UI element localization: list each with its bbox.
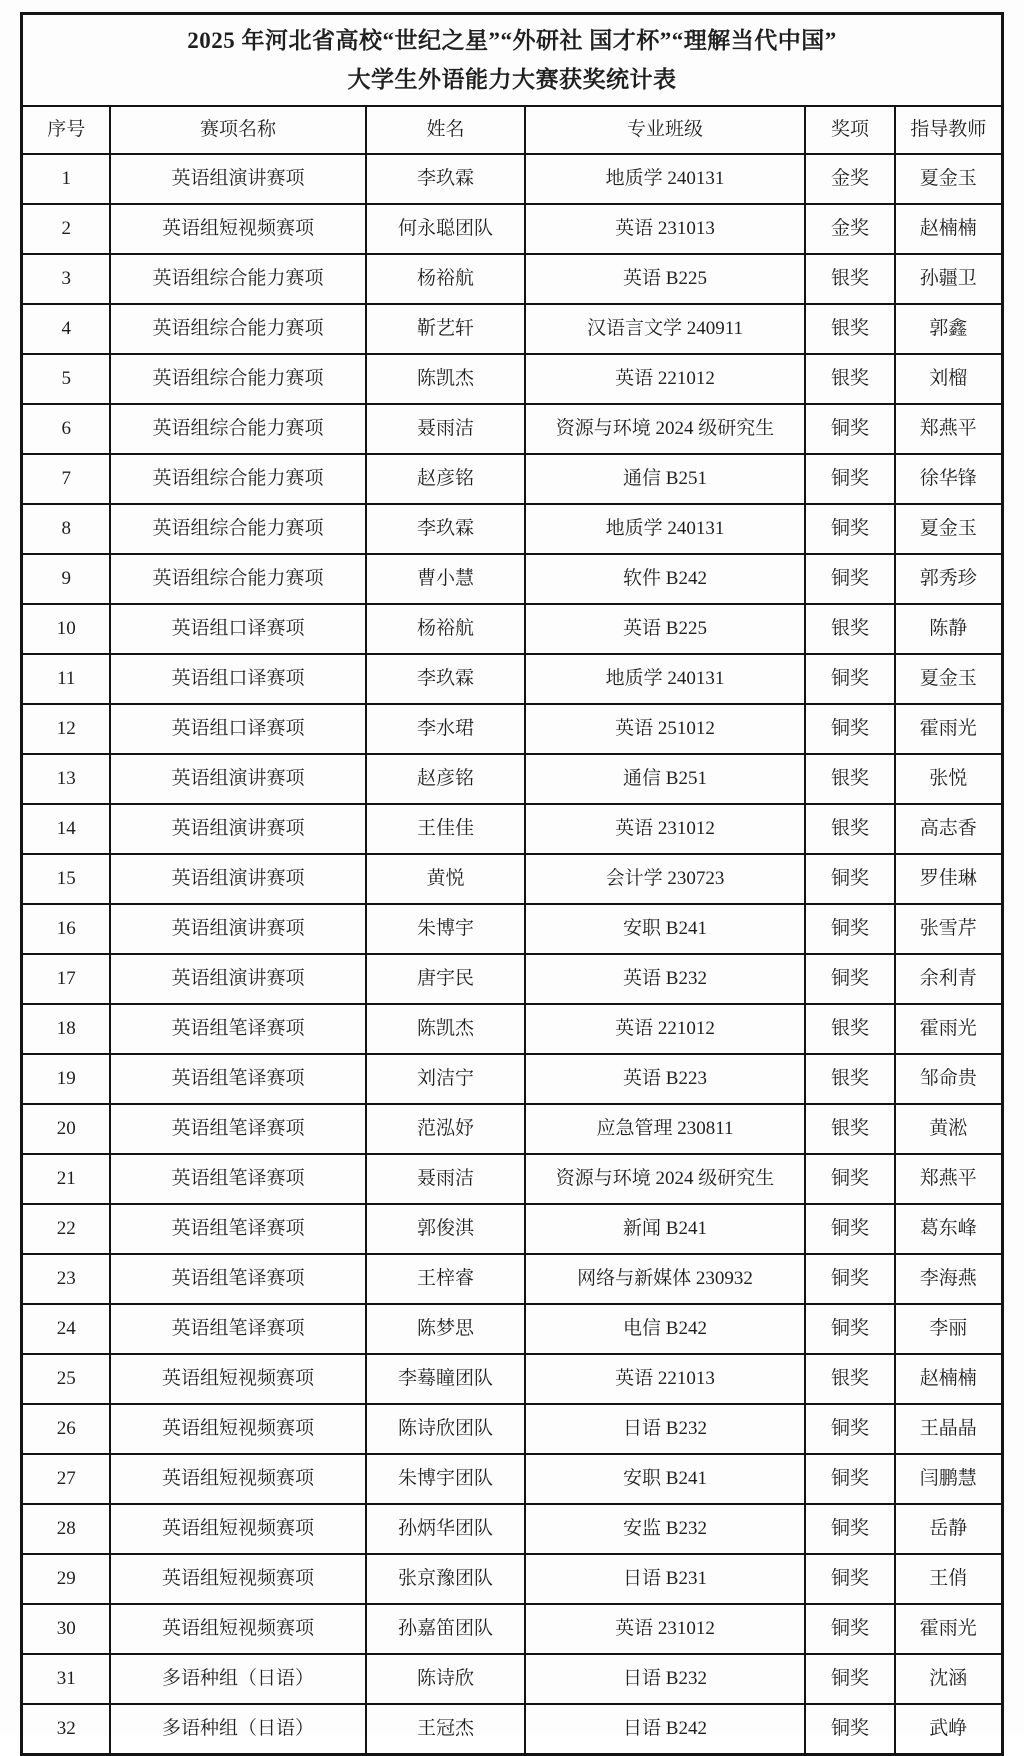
cell-teacher: 夏金玉 bbox=[895, 504, 1002, 554]
cell-name: 孙炳华团队 bbox=[366, 1504, 525, 1554]
awards-table bbox=[20, 12, 1003, 1756]
cell-event: 英语组综合能力赛项 bbox=[110, 354, 366, 404]
table-row bbox=[22, 204, 1002, 254]
header-event: 赛项名称 bbox=[110, 106, 366, 154]
cell-teacher: 孙疆卫 bbox=[895, 254, 1002, 304]
cell-major-class: 资源与环境 2024 级研究生 bbox=[525, 1154, 805, 1204]
cell-teacher: 郭鑫 bbox=[895, 304, 1002, 354]
table-row bbox=[22, 404, 1002, 454]
cell-name: 李蓦瞳团队 bbox=[366, 1354, 525, 1404]
cell-no: 5 bbox=[22, 354, 110, 404]
cell-event: 英语组综合能力赛项 bbox=[110, 454, 366, 504]
cell-event: 多语种组（日语） bbox=[110, 1704, 366, 1755]
table-row bbox=[22, 1554, 1002, 1604]
cell-award: 铜奖 bbox=[805, 454, 895, 504]
cell-teacher: 邹命贵 bbox=[895, 1054, 1002, 1104]
cell-no: 18 bbox=[22, 1004, 110, 1054]
cell-no: 22 bbox=[22, 1204, 110, 1254]
cell-event: 英语组口译赛项 bbox=[110, 704, 366, 754]
cell-name: 王佳佳 bbox=[366, 804, 525, 854]
cell-teacher: 葛东峰 bbox=[895, 1204, 1002, 1254]
cell-no: 4 bbox=[22, 304, 110, 354]
header-teacher: 指导教师 bbox=[895, 106, 1002, 154]
table-row bbox=[22, 604, 1002, 654]
cell-major-class: 资源与环境 2024 级研究生 bbox=[525, 404, 805, 454]
cell-major-class: 英语 231012 bbox=[525, 1604, 805, 1654]
cell-award: 铜奖 bbox=[805, 854, 895, 904]
cell-name: 李玖霖 bbox=[366, 654, 525, 704]
cell-major-class: 安职 B241 bbox=[525, 904, 805, 954]
cell-award: 银奖 bbox=[805, 754, 895, 804]
cell-teacher: 黄淞 bbox=[895, 1104, 1002, 1154]
cell-major-class: 安职 B241 bbox=[525, 1454, 805, 1504]
cell-name: 聂雨洁 bbox=[366, 1154, 525, 1204]
cell-event: 英语组综合能力赛项 bbox=[110, 254, 366, 304]
cell-name: 曹小慧 bbox=[366, 554, 525, 604]
cell-teacher: 郑燕平 bbox=[895, 404, 1002, 454]
cell-no: 6 bbox=[22, 404, 110, 454]
cell-name: 何永聪团队 bbox=[366, 204, 525, 254]
cell-teacher: 高志香 bbox=[895, 804, 1002, 854]
cell-event: 英语组综合能力赛项 bbox=[110, 404, 366, 454]
cell-name: 杨裕航 bbox=[366, 604, 525, 654]
cell-major-class: 英语 251012 bbox=[525, 704, 805, 754]
cell-teacher: 刘榴 bbox=[895, 354, 1002, 404]
cell-teacher: 郑燕平 bbox=[895, 1154, 1002, 1204]
cell-major-class: 英语 B225 bbox=[525, 604, 805, 654]
cell-award: 铜奖 bbox=[805, 1554, 895, 1604]
table-row bbox=[22, 1304, 1002, 1354]
table-row bbox=[22, 1204, 1002, 1254]
table-row bbox=[22, 1704, 1002, 1755]
cell-teacher: 罗佳琳 bbox=[895, 854, 1002, 904]
cell-name: 陈凯杰 bbox=[366, 354, 525, 404]
cell-award: 铜奖 bbox=[805, 504, 895, 554]
table-row bbox=[22, 1054, 1002, 1104]
table-row bbox=[22, 1104, 1002, 1154]
cell-teacher: 余利青 bbox=[895, 954, 1002, 1004]
table-row bbox=[22, 304, 1002, 354]
cell-major-class: 日语 B232 bbox=[525, 1654, 805, 1704]
table-row bbox=[22, 1354, 1002, 1404]
table-row bbox=[22, 1404, 1002, 1454]
cell-no: 8 bbox=[22, 504, 110, 554]
cell-award: 银奖 bbox=[805, 1354, 895, 1404]
cell-teacher: 闫鹏慧 bbox=[895, 1454, 1002, 1504]
cell-name: 陈梦思 bbox=[366, 1304, 525, 1354]
cell-event: 英语组口译赛项 bbox=[110, 604, 366, 654]
cell-name: 陈诗欣团队 bbox=[366, 1404, 525, 1454]
cell-award: 银奖 bbox=[805, 1104, 895, 1154]
cell-event: 英语组笔译赛项 bbox=[110, 1004, 366, 1054]
cell-name: 靳艺轩 bbox=[366, 304, 525, 354]
cell-name: 陈凯杰 bbox=[366, 1004, 525, 1054]
cell-no: 12 bbox=[22, 704, 110, 754]
table-row bbox=[22, 754, 1002, 804]
cell-major-class: 安监 B232 bbox=[525, 1504, 805, 1554]
table-row bbox=[22, 654, 1002, 704]
table-row bbox=[22, 354, 1002, 404]
cell-no: 14 bbox=[22, 804, 110, 854]
cell-major-class: 通信 B251 bbox=[525, 454, 805, 504]
cell-name: 范泓妤 bbox=[366, 1104, 525, 1154]
cell-name: 朱博宇团队 bbox=[366, 1454, 525, 1504]
cell-award: 银奖 bbox=[805, 1004, 895, 1054]
header-major-class: 专业班级 bbox=[525, 106, 805, 154]
title-line-1: 2025 年河北省高校“世纪之星”“外研社 国才杯”“理解当代中国” bbox=[187, 27, 837, 53]
cell-name: 王冠杰 bbox=[366, 1704, 525, 1755]
cell-name: 陈诗欣 bbox=[366, 1654, 525, 1704]
cell-major-class: 日语 B232 bbox=[525, 1404, 805, 1454]
cell-name: 杨裕航 bbox=[366, 254, 525, 304]
cell-major-class: 应急管理 230811 bbox=[525, 1104, 805, 1154]
cell-award: 铜奖 bbox=[805, 654, 895, 704]
table-row bbox=[22, 454, 1002, 504]
cell-award: 银奖 bbox=[805, 354, 895, 404]
cell-award: 铜奖 bbox=[805, 1254, 895, 1304]
title-row bbox=[22, 14, 1002, 107]
document-title bbox=[22, 14, 1002, 107]
cell-name: 李水珺 bbox=[366, 704, 525, 754]
cell-name: 黄悦 bbox=[366, 854, 525, 904]
cell-major-class: 日语 B231 bbox=[525, 1554, 805, 1604]
cell-event: 英语组综合能力赛项 bbox=[110, 554, 366, 604]
cell-teacher: 夏金玉 bbox=[895, 654, 1002, 704]
cell-award: 铜奖 bbox=[805, 554, 895, 604]
header-no: 序号 bbox=[22, 106, 110, 154]
cell-major-class: 英语 B225 bbox=[525, 254, 805, 304]
cell-event: 英语组笔译赛项 bbox=[110, 1254, 366, 1304]
cell-award: 铜奖 bbox=[805, 1654, 895, 1704]
cell-award: 金奖 bbox=[805, 154, 895, 204]
table-row bbox=[22, 1504, 1002, 1554]
cell-teacher: 王晶晶 bbox=[895, 1404, 1002, 1454]
cell-event: 英语组演讲赛项 bbox=[110, 154, 366, 204]
cell-name: 聂雨洁 bbox=[366, 404, 525, 454]
cell-award: 铜奖 bbox=[805, 904, 895, 954]
cell-name: 朱博宇 bbox=[366, 904, 525, 954]
cell-name: 赵彦铭 bbox=[366, 754, 525, 804]
cell-no: 3 bbox=[22, 254, 110, 304]
cell-name: 孙嘉笛团队 bbox=[366, 1604, 525, 1654]
table-row bbox=[22, 1454, 1002, 1504]
cell-major-class: 通信 B251 bbox=[525, 754, 805, 804]
table-row bbox=[22, 954, 1002, 1004]
cell-teacher: 武峥 bbox=[895, 1704, 1002, 1755]
cell-no: 10 bbox=[22, 604, 110, 654]
cell-name: 李玖霖 bbox=[366, 504, 525, 554]
table-row bbox=[22, 854, 1002, 904]
table-row bbox=[22, 1654, 1002, 1704]
cell-event: 英语组演讲赛项 bbox=[110, 904, 366, 954]
cell-event: 英语组短视频赛项 bbox=[110, 1604, 366, 1654]
cell-name: 赵彦铭 bbox=[366, 454, 525, 504]
cell-major-class: 英语 221013 bbox=[525, 1354, 805, 1404]
cell-event: 英语组短视频赛项 bbox=[110, 1404, 366, 1454]
cell-no: 24 bbox=[22, 1304, 110, 1354]
table-row bbox=[22, 1254, 1002, 1304]
cell-event: 英语组笔译赛项 bbox=[110, 1154, 366, 1204]
cell-no: 29 bbox=[22, 1554, 110, 1604]
table-row bbox=[22, 504, 1002, 554]
cell-award: 铜奖 bbox=[805, 1404, 895, 1454]
cell-major-class: 地质学 240131 bbox=[525, 504, 805, 554]
cell-no: 32 bbox=[22, 1704, 110, 1755]
cell-no: 30 bbox=[22, 1604, 110, 1654]
cell-no: 25 bbox=[22, 1354, 110, 1404]
cell-award: 银奖 bbox=[805, 304, 895, 354]
cell-major-class: 英语 B232 bbox=[525, 954, 805, 1004]
cell-award: 金奖 bbox=[805, 204, 895, 254]
cell-award: 铜奖 bbox=[805, 1154, 895, 1204]
cell-event: 英语组口译赛项 bbox=[110, 654, 366, 704]
cell-no: 7 bbox=[22, 454, 110, 504]
cell-no: 31 bbox=[22, 1654, 110, 1704]
cell-major-class: 会计学 230723 bbox=[525, 854, 805, 904]
cell-award: 银奖 bbox=[805, 604, 895, 654]
cell-teacher: 夏金玉 bbox=[895, 154, 1002, 204]
cell-award: 铜奖 bbox=[805, 1304, 895, 1354]
cell-event: 英语组演讲赛项 bbox=[110, 954, 366, 1004]
cell-teacher: 赵楠楠 bbox=[895, 204, 1002, 254]
cell-name: 李玖霖 bbox=[366, 154, 525, 204]
cell-major-class: 地质学 240131 bbox=[525, 654, 805, 704]
table-row bbox=[22, 704, 1002, 754]
cell-event: 英语组笔译赛项 bbox=[110, 1054, 366, 1104]
cell-teacher: 李海燕 bbox=[895, 1254, 1002, 1304]
header-award: 奖项 bbox=[805, 106, 895, 154]
cell-teacher: 霍雨光 bbox=[895, 1004, 1002, 1054]
cell-event: 英语组短视频赛项 bbox=[110, 1504, 366, 1554]
cell-no: 19 bbox=[22, 1054, 110, 1104]
cell-no: 2 bbox=[22, 204, 110, 254]
cell-no: 13 bbox=[22, 754, 110, 804]
cell-no: 15 bbox=[22, 854, 110, 904]
cell-major-class: 英语 221012 bbox=[525, 1004, 805, 1054]
cell-event: 英语组演讲赛项 bbox=[110, 754, 366, 804]
cell-award: 铜奖 bbox=[805, 1454, 895, 1504]
cell-name: 王梓睿 bbox=[366, 1254, 525, 1304]
cell-no: 17 bbox=[22, 954, 110, 1004]
table-row bbox=[22, 154, 1002, 204]
cell-event: 英语组综合能力赛项 bbox=[110, 504, 366, 554]
cell-no: 1 bbox=[22, 154, 110, 204]
cell-teacher: 张悦 bbox=[895, 754, 1002, 804]
cell-teacher: 沈涵 bbox=[895, 1654, 1002, 1704]
cell-award: 银奖 bbox=[805, 254, 895, 304]
header-row bbox=[22, 106, 1002, 154]
cell-award: 铜奖 bbox=[805, 1504, 895, 1554]
cell-no: 9 bbox=[22, 554, 110, 604]
header-name: 姓名 bbox=[366, 106, 525, 154]
cell-teacher: 霍雨光 bbox=[895, 1604, 1002, 1654]
cell-award: 银奖 bbox=[805, 1054, 895, 1104]
cell-event: 多语种组（日语） bbox=[110, 1654, 366, 1704]
cell-teacher: 张雪芹 bbox=[895, 904, 1002, 954]
cell-award: 铜奖 bbox=[805, 1704, 895, 1755]
cell-major-class: 电信 B242 bbox=[525, 1304, 805, 1354]
cell-major-class: 英语 231012 bbox=[525, 804, 805, 854]
title-line-2: 大学生外语能力大赛获奖统计表 bbox=[347, 67, 677, 92]
cell-no: 21 bbox=[22, 1154, 110, 1204]
cell-event: 英语组短视频赛项 bbox=[110, 204, 366, 254]
cell-event: 英语组笔译赛项 bbox=[110, 1104, 366, 1154]
cell-event: 英语组综合能力赛项 bbox=[110, 304, 366, 354]
cell-no: 27 bbox=[22, 1454, 110, 1504]
cell-event: 英语组笔译赛项 bbox=[110, 1204, 366, 1254]
cell-major-class: 新闻 B241 bbox=[525, 1204, 805, 1254]
cell-award: 铜奖 bbox=[805, 404, 895, 454]
cell-no: 28 bbox=[22, 1504, 110, 1554]
cell-event: 英语组演讲赛项 bbox=[110, 854, 366, 904]
cell-event: 英语组笔译赛项 bbox=[110, 1304, 366, 1354]
cell-major-class: 汉语言文学 240911 bbox=[525, 304, 805, 354]
cell-major-class: 英语 B223 bbox=[525, 1054, 805, 1104]
cell-award: 铜奖 bbox=[805, 954, 895, 1004]
cell-major-class: 网络与新媒体 230932 bbox=[525, 1254, 805, 1304]
cell-event: 英语组演讲赛项 bbox=[110, 804, 366, 854]
table-row bbox=[22, 554, 1002, 604]
cell-teacher: 郭秀珍 bbox=[895, 554, 1002, 604]
cell-name: 郭俊淇 bbox=[366, 1204, 525, 1254]
cell-major-class: 英语 231013 bbox=[525, 204, 805, 254]
cell-teacher: 赵楠楠 bbox=[895, 1354, 1002, 1404]
cell-no: 11 bbox=[22, 654, 110, 704]
cell-no: 23 bbox=[22, 1254, 110, 1304]
table-row bbox=[22, 804, 1002, 854]
cell-name: 张京豫团队 bbox=[366, 1554, 525, 1604]
cell-award: 铜奖 bbox=[805, 704, 895, 754]
cell-teacher: 徐华锋 bbox=[895, 454, 1002, 504]
cell-teacher: 岳静 bbox=[895, 1504, 1002, 1554]
cell-teacher: 李丽 bbox=[895, 1304, 1002, 1354]
cell-no: 20 bbox=[22, 1104, 110, 1154]
cell-major-class: 地质学 240131 bbox=[525, 154, 805, 204]
cell-award: 银奖 bbox=[805, 804, 895, 854]
table-body bbox=[22, 154, 1002, 1755]
cell-major-class: 日语 B242 bbox=[525, 1704, 805, 1755]
cell-no: 26 bbox=[22, 1404, 110, 1454]
cell-name: 唐宇民 bbox=[366, 954, 525, 1004]
cell-name: 刘洁宁 bbox=[366, 1054, 525, 1104]
table-row bbox=[22, 1154, 1002, 1204]
cell-teacher: 陈静 bbox=[895, 604, 1002, 654]
table-row bbox=[22, 254, 1002, 304]
cell-major-class: 英语 221012 bbox=[525, 354, 805, 404]
cell-award: 铜奖 bbox=[805, 1604, 895, 1654]
table-row bbox=[22, 1604, 1002, 1654]
cell-major-class: 软件 B242 bbox=[525, 554, 805, 604]
table-row bbox=[22, 1004, 1002, 1054]
cell-teacher: 霍雨光 bbox=[895, 704, 1002, 754]
cell-award: 铜奖 bbox=[805, 1204, 895, 1254]
table-row bbox=[22, 904, 1002, 954]
cell-event: 英语组短视频赛项 bbox=[110, 1454, 366, 1504]
cell-no: 16 bbox=[22, 904, 110, 954]
cell-event: 英语组短视频赛项 bbox=[110, 1354, 366, 1404]
cell-teacher: 王俏 bbox=[895, 1554, 1002, 1604]
cell-event: 英语组短视频赛项 bbox=[110, 1554, 366, 1604]
